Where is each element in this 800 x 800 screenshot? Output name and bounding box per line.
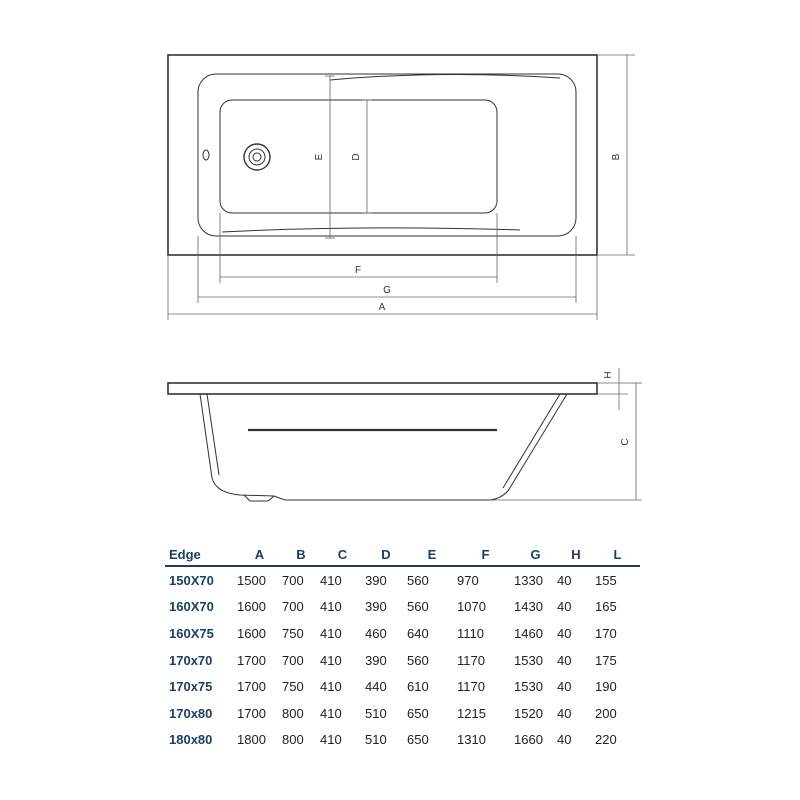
value-cell: 40 <box>557 599 572 615</box>
value-cell: 640 <box>407 625 429 641</box>
value-cell: 190 <box>595 679 617 695</box>
value-cell: 460 <box>365 625 387 641</box>
value-cell: 700 <box>282 599 304 615</box>
value-cell: 410 <box>320 679 342 695</box>
value-cell: 390 <box>365 652 387 668</box>
value-cell: 1430 <box>514 599 543 615</box>
header-b: B <box>282 543 320 566</box>
side-body-inner-edge <box>207 394 219 475</box>
header-l: L <box>595 543 640 566</box>
overflow-slot <box>203 150 209 160</box>
side-body-outline <box>200 394 567 500</box>
value-cell: 1520 <box>514 705 543 721</box>
table-row <box>165 727 640 754</box>
value-cell: 410 <box>320 599 342 615</box>
value-cell: 650 <box>407 732 429 748</box>
header-model: Edge <box>165 543 237 566</box>
side-view-dimension-labels <box>603 371 631 445</box>
dim-label-h: H <box>603 371 614 379</box>
value-cell: 1500 <box>237 572 266 588</box>
value-cell: 800 <box>282 705 304 721</box>
side-view <box>168 383 597 501</box>
value-cell: 1110 <box>457 625 484 641</box>
value-cell: 700 <box>282 652 304 668</box>
drain-outer <box>244 144 270 170</box>
value-cell: 155 <box>595 572 617 588</box>
drain-core <box>253 153 261 161</box>
value-cell: 40 <box>557 705 572 721</box>
value-cell: 170 <box>595 625 617 641</box>
value-cell: 1800 <box>237 732 266 748</box>
dim-label-b: B <box>611 153 622 161</box>
header-c: C <box>320 543 365 566</box>
table-row <box>165 700 640 727</box>
tub-basin-outline <box>198 74 576 236</box>
outer-rim <box>168 55 597 255</box>
value-cell: 40 <box>557 679 572 695</box>
value-cell: 510 <box>365 732 387 748</box>
table-row <box>165 566 640 594</box>
value-cell: 40 <box>557 652 572 668</box>
headrest-curve-top <box>330 74 560 80</box>
value-cell: 1460 <box>514 625 543 641</box>
value-cell: 1600 <box>237 625 266 641</box>
value-cell: 560 <box>407 652 429 668</box>
model-cell: 170x80 <box>169 705 213 721</box>
value-cell: 1600 <box>237 599 266 615</box>
value-cell: 1660 <box>514 732 543 748</box>
model-cell: 150X70 <box>169 572 214 588</box>
model-cell: 170x75 <box>169 679 213 695</box>
value-cell: 510 <box>365 705 387 721</box>
table-row <box>165 647 640 674</box>
value-cell: 410 <box>320 705 342 721</box>
dim-label-c: C <box>620 438 631 446</box>
value-cell: 610 <box>407 679 429 695</box>
value-cell: 410 <box>320 732 342 748</box>
value-cell: 220 <box>595 732 617 748</box>
value-cell: 410 <box>320 625 342 641</box>
header-g: G <box>514 543 557 566</box>
value-cell: 650 <box>407 705 429 721</box>
model-cell: 180x80 <box>169 732 213 748</box>
table-row <box>165 673 640 700</box>
value-cell: 1330 <box>514 572 543 588</box>
table-body <box>165 566 640 753</box>
top-view <box>168 55 597 255</box>
side-body-inner-edge-right <box>503 394 560 488</box>
value-cell: 1700 <box>237 652 266 668</box>
dim-label-e: E <box>314 153 325 161</box>
value-cell: 560 <box>407 572 429 588</box>
side-rim <box>168 383 597 394</box>
value-cell: 410 <box>320 652 342 668</box>
dimensions-table <box>165 543 640 753</box>
value-cell: 1700 <box>237 679 266 695</box>
value-cell: 1530 <box>514 679 543 695</box>
value-cell: 1530 <box>514 652 543 668</box>
top-view-dimensions <box>168 55 635 320</box>
value-cell: 1700 <box>237 705 266 721</box>
value-cell: 410 <box>320 572 342 588</box>
value-cell: 40 <box>557 625 572 641</box>
table-row <box>165 620 640 647</box>
dim-label-g: G <box>383 285 391 296</box>
table-header-row <box>165 543 640 566</box>
header-d: D <box>365 543 407 566</box>
value-cell: 1070 <box>457 599 486 615</box>
header-f: F <box>457 543 514 566</box>
value-cell: 560 <box>407 599 429 615</box>
header-e: E <box>407 543 457 566</box>
value-cell: 390 <box>365 572 387 588</box>
value-cell: 40 <box>557 732 572 748</box>
value-cell: 750 <box>282 679 304 695</box>
value-cell: 390 <box>365 599 387 615</box>
dim-label-d: D <box>351 153 362 161</box>
value-cell: 800 <box>282 732 304 748</box>
value-cell: 165 <box>595 599 617 615</box>
model-cell: 160X70 <box>169 599 214 615</box>
value-cell: 40 <box>557 572 572 588</box>
value-cell: 1215 <box>457 705 486 721</box>
value-cell: 700 <box>282 572 304 588</box>
dim-label-f: F <box>354 265 362 276</box>
value-cell: 175 <box>595 652 617 668</box>
value-cell: 970 <box>457 572 479 588</box>
value-cell: 1170 <box>457 679 485 695</box>
value-cell: 1310 <box>457 732 486 748</box>
value-cell: 440 <box>365 679 387 695</box>
dim-label-a: A <box>378 302 386 313</box>
footrest-curve-bottom <box>222 228 520 232</box>
model-cell: 160X75 <box>169 625 214 641</box>
header-a: A <box>237 543 282 566</box>
header-h: H <box>557 543 595 566</box>
value-cell: 200 <box>595 705 617 721</box>
table-row <box>165 594 640 621</box>
value-cell: 750 <box>282 625 304 641</box>
model-cell: 170x70 <box>169 652 213 668</box>
drain-inner <box>249 149 265 165</box>
side-view-dimensions <box>490 368 642 500</box>
value-cell: 1170 <box>457 652 485 668</box>
